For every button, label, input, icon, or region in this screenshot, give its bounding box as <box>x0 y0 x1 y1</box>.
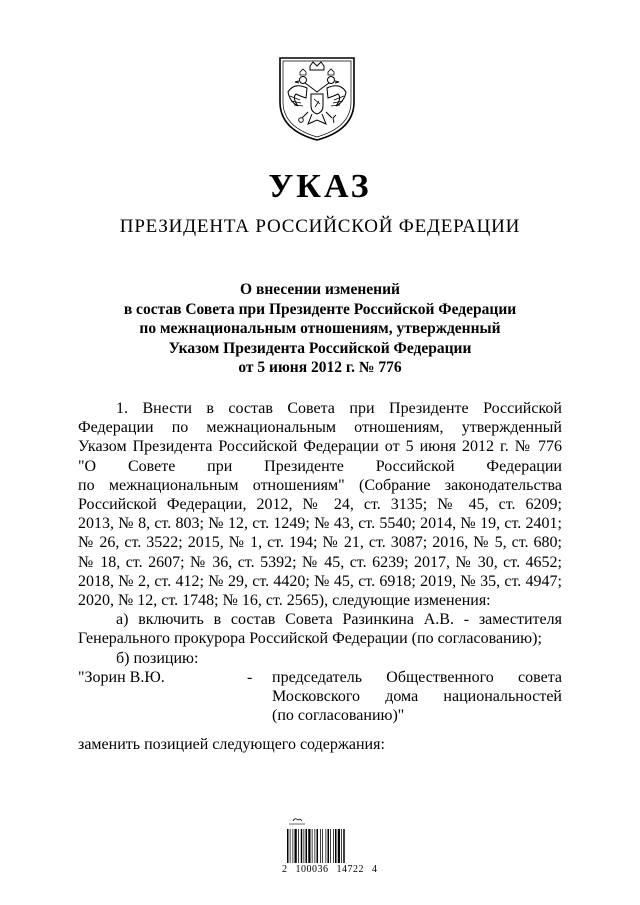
item-a <box>78 610 562 648</box>
paragraph-line: 1. Внести в состав Совета при Президенте Российской <box>116 400 562 417</box>
paragraph-line: Российской Федерации, 2012, № 24, ст. 3135; № 45, ст. 6209; <box>78 495 562 513</box>
paragraph-line: "О Совете при Президенте Российской Федерации <box>78 457 562 475</box>
barcode-number <box>282 864 378 875</box>
position-line: председатель Общественного совета <box>272 669 562 686</box>
item-b: б) позицию: <box>116 650 199 667</box>
replace-text: заменить позицией следующего содержания: <box>78 736 385 753</box>
item-a-line: Генерального прокурора Российской Федерации (по согласованию); <box>78 630 542 648</box>
heading-line: по межнациональным отношениям, утвержденный <box>139 320 501 337</box>
heading-line: О внесении изменений <box>240 281 400 298</box>
barcode-digits: 4 <box>372 864 378 875</box>
position-dash: - <box>247 669 253 686</box>
decree-title: УКАЗ <box>268 168 372 205</box>
position-name: "Зорин В.Ю. <box>78 669 165 686</box>
paragraph-line: 2020, № 12, ст. 1748; № 16, ст. 2565), следующие изменения: <box>78 591 491 609</box>
barcode-digits: 2 <box>282 864 288 875</box>
position-description <box>272 668 562 726</box>
heading-line: Указом Президента Российской Федерации <box>168 339 472 357</box>
position-line: Московского дома национальностей <box>272 688 562 706</box>
position-line: (по согласованию)" <box>272 707 405 725</box>
paragraph-line: 2013, № 8, ст. 803; № 12, ст. 1249; № 43, ст. 5540; 2014, № 19, ст. 2401; <box>78 515 562 533</box>
item-a-line: а) включить в состав Совета Разинкина А.В. - заместителя <box>116 611 562 628</box>
decree-subtitle: ПРЕЗИДЕНТА РОССИЙСКОЙ ФЕДЕРАЦИИ <box>119 216 521 237</box>
paragraph-1 <box>78 399 562 610</box>
heading-line: от 5 июня 2012 г. № 776 <box>238 359 402 376</box>
barcode-digits: 100036 <box>295 864 329 875</box>
paragraph-line: № 18, ст. 2607; № 36, ст. 5392; № 45, ст. 6239; 2017, № 30, ст. 4652; <box>78 553 562 571</box>
barcode-digits: 14722 <box>336 864 364 875</box>
paragraph-line: Федерации по межнациональным отношениям, утвержденный <box>78 419 562 437</box>
paragraph-line: 2018, № 2, ст. 412; № 29, ст. 4420; № 45, ст. 6918; 2019, № 35, ст. 4947; <box>78 572 562 590</box>
heading-line: в состав Совета при Президенте Российской Федерации <box>123 300 517 318</box>
paragraph-line: № 26, ст. 3522; 2015, № 1, ст. 194; № 21, ст. 3087; 2016, № 5, ст. 680; <box>78 534 562 552</box>
coat-of-arms-icon <box>272 52 362 142</box>
document-heading <box>80 280 560 378</box>
paragraph-line: по межнациональным отношениям" (Собрание законодательства <box>78 476 562 494</box>
barcode-icon <box>285 815 357 865</box>
paragraph-line: Указом Президента Российской Федерации от 5 июня 2012 г. № 776 <box>78 438 562 456</box>
